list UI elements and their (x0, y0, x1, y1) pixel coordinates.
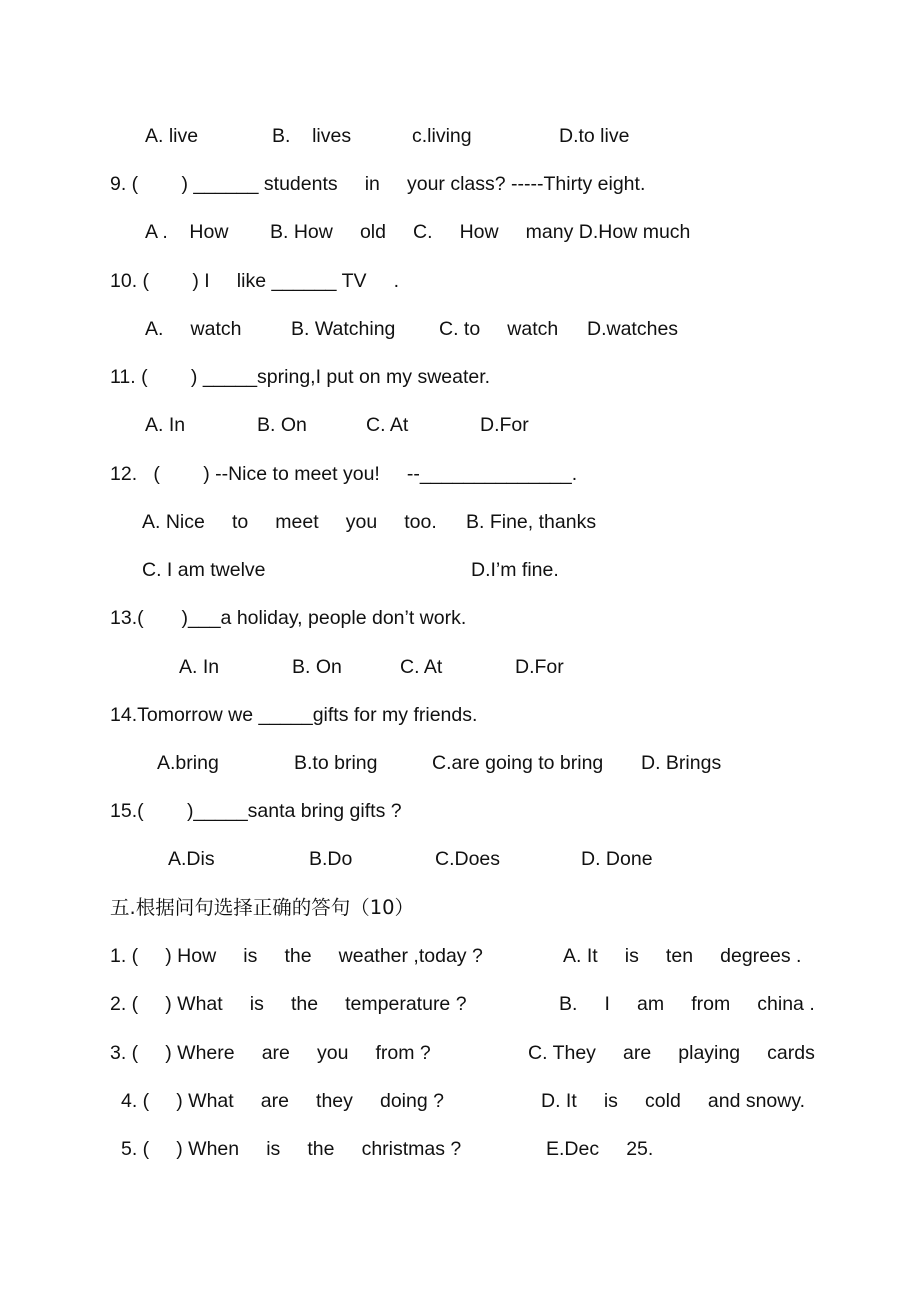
match-answer-a: A. It is ten degrees . (563, 945, 802, 967)
q13-question (0, 605, 920, 631)
q8-option-c: c.living (412, 125, 472, 147)
match-row-5 (0, 1136, 920, 1162)
q15-question (0, 798, 920, 824)
q8-options (0, 123, 920, 149)
q9-option-b: B. How old (270, 221, 386, 243)
q14-option-c: C.are going to bring (432, 752, 604, 774)
q14-option-d: D. Brings (641, 752, 722, 774)
q15-text: 15.( )_____santa bring gifts ? (110, 800, 402, 822)
q10-option-c: C. to watch (439, 318, 559, 340)
q12-question (0, 461, 920, 487)
q15-option-d: D. Done (581, 848, 653, 870)
q14-options (0, 750, 920, 776)
q15-option-b: B.Do (309, 848, 353, 870)
match-answer-c: C. They are playing cards (528, 1042, 815, 1064)
q11-option-a: A. In (145, 414, 186, 436)
q9-text: 9. ( ) ______ students in your class? -----Thirty eight. (110, 173, 646, 195)
q15-options (0, 846, 920, 872)
match-row-4 (0, 1088, 920, 1114)
match-question-3: 3. ( ) Where are you from ? (110, 1042, 431, 1064)
q11-option-c: C. At (366, 414, 409, 436)
q13-option-b: B. On (292, 656, 342, 678)
q15-option-c: C.Does (435, 848, 501, 870)
q12-options-row2 (0, 557, 920, 583)
q10-question (0, 268, 920, 294)
match-row-3 (0, 1040, 920, 1066)
match-question-5: 5. ( ) When is the christmas ? (121, 1138, 462, 1160)
q14-question (0, 702, 920, 728)
q9-question (0, 171, 920, 197)
q14-option-a: A.bring (157, 752, 219, 774)
q10-option-d: D.watches (587, 318, 679, 340)
q8-option-b: B. lives (272, 125, 352, 147)
q10-options (0, 316, 920, 342)
section-5-title (0, 895, 920, 921)
q14-text: 14.Tomorrow we _____gifts for my friends. (110, 704, 478, 726)
q12-text: 12. ( ) --Nice to meet you! --______________. (110, 463, 578, 485)
q10-text: 10. ( ) I like ______ TV . (110, 270, 400, 292)
q13-option-a: A. In (179, 656, 220, 678)
match-row-2 (0, 991, 920, 1017)
q10-option-a: A. watch (145, 318, 242, 340)
match-question-1: 1. ( ) How is the weather ,today ? (110, 945, 483, 967)
match-answer-d: D. It is cold and snowy. (541, 1090, 806, 1112)
match-answer-b: B. I am from china . (559, 993, 815, 1015)
q10-option-b: B. Watching (291, 318, 396, 340)
q9-option-a: A . How (145, 221, 229, 243)
match-question-4: 4. ( ) What are they doing ? (121, 1090, 444, 1112)
q13-option-d: D.For (515, 656, 564, 678)
q13-option-c: C. At (400, 656, 443, 678)
q12-option-d: D.I’m fine. (471, 559, 559, 581)
section-5-heading: 五.根据问句选择正确的答句（10） (110, 896, 415, 919)
q11-option-b: B. On (257, 414, 307, 436)
q11-option-d: D.For (480, 414, 529, 436)
q12-option-a: A. Nice to meet you too. (142, 511, 437, 533)
q12-option-c: C. I am twelve (142, 559, 266, 581)
q14-option-b: B.to bring (294, 752, 378, 774)
q12-options-row1 (0, 509, 920, 535)
q11-question (0, 364, 920, 390)
q11-options (0, 412, 920, 438)
match-question-2: 2. ( ) What is the temperature ? (110, 993, 467, 1015)
q9-option-cd: C. How many D.How much (413, 221, 691, 243)
q15-option-a: A.Dis (168, 848, 215, 870)
q12-option-b: B. Fine, thanks (466, 511, 597, 533)
q9-options (0, 219, 920, 245)
q11-text: 11. ( ) _____spring,I put on my sweater. (110, 366, 491, 388)
match-row-1 (0, 943, 920, 969)
q8-option-a: A. live (145, 125, 199, 147)
q13-text: 13.( )___a holiday, people don’t work. (110, 607, 467, 629)
q8-option-d: D.to live (559, 125, 630, 147)
match-answer-e: E.Dec 25. (546, 1138, 654, 1160)
q13-options (0, 654, 920, 680)
